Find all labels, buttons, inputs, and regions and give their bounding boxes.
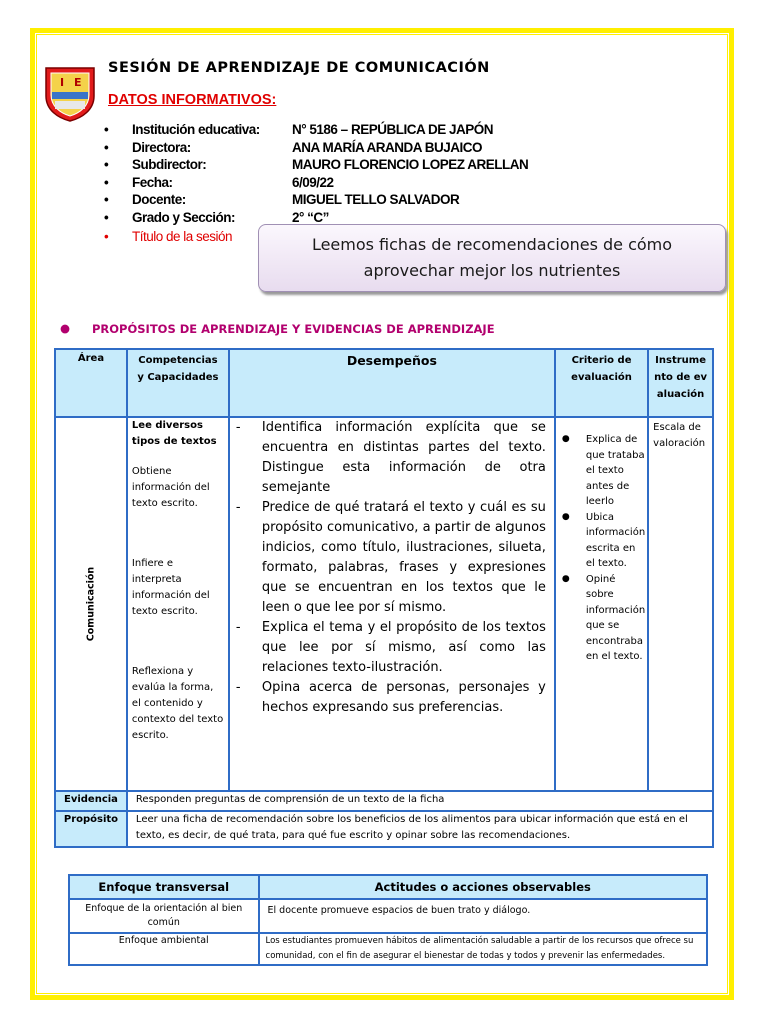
proposito-label: Propósito	[55, 811, 127, 847]
logo-letter-i: I	[60, 76, 65, 89]
actitudes-header: Actitudes o acciones observables	[259, 875, 707, 899]
info-value: N° 5186 – REPÚBLICA DE JAPÓN	[292, 122, 493, 137]
info-label: Subdirector:	[132, 157, 207, 172]
header-desempenos: Desempeños	[229, 349, 555, 417]
actitud-cell: Los estudiantes promueven hábitos de alimentación saludable a partir de los recursos que ofrece su comunidad, con el fin de asegurar el bienestar de todas y todos y prevenir las enfermedades.	[259, 933, 707, 965]
bullet-icon: •	[104, 174, 109, 190]
bullet-icon: •	[104, 192, 109, 207]
desempeno-item	[236, 498, 546, 618]
desempeno-text: Predice de qué tratará el texto y cuál es su propósito comunicativo, a partir de algunos indicios, como título, ilustraciones, silueta, formato, palabras, frases y expresiones que se encuentran en los textos que le leen o que lee por sí mismo.	[261, 500, 546, 615]
competencia-title: Lee diversos tipos de textos	[131, 420, 217, 447]
header-area: Área	[55, 349, 127, 417]
bullet-icon: •	[104, 122, 109, 137]
info-value: MIGUEL TELLO SALVADOR	[292, 192, 460, 207]
desempeno-text: Opina acerca de personas, personajes y hechos expresando sus preferencias.	[261, 680, 546, 715]
table-row	[69, 899, 707, 933]
actitud-cell: El docente promueve espacios de buen trato y diálogo.	[259, 899, 707, 933]
desempeno-item	[236, 618, 546, 678]
proposito-row	[55, 811, 713, 847]
desempeno-text: Identifica información explícita que se encuentra en distintas partes del texto. Distingue esta información de otra semejante	[261, 420, 546, 495]
bullet-icon: •	[104, 209, 109, 225]
bullet-icon: ●	[60, 321, 71, 335]
purposes-heading-text: PROPÓSITOS DE APRENDIZAJE Y EVIDENCIAS DE APRENDIZAJE	[92, 322, 495, 336]
info-value: ANA MARÍA ARANDA BUJAICO	[292, 139, 482, 155]
competencias-cell	[127, 417, 229, 791]
logo-letter-e: E	[74, 76, 82, 89]
info-label: Título de la sesión	[132, 228, 233, 244]
header-criterio: Criterio de evaluación	[555, 349, 648, 417]
capacidad-item: Infiere e interpreta información del texto escrito.	[131, 558, 210, 617]
desempeno-item	[236, 678, 546, 718]
dash-icon: -	[235, 680, 241, 695]
proposito-text: Leer una ficha de recomendación sobre los beneficios de los alimentos para ubicar información que está en el texto, es decir, de qué trata, para qué fue escrito y opinar sobre las recomendaciones.	[127, 811, 713, 847]
criterio-text: Ubica información escrita en el texto.	[585, 511, 646, 569]
page-title: SESIÓN DE APRENDIZAJE DE COMUNICACIÓN	[108, 60, 490, 76]
info-value: 6/09/22	[292, 174, 334, 190]
area-cell	[55, 417, 127, 791]
purposes-table	[54, 348, 714, 848]
bullet-icon: •	[104, 228, 109, 244]
dash-icon: -	[235, 420, 241, 435]
enfoque-cell: Enfoque ambiental	[69, 933, 259, 965]
header-instrumento: Instrumento de evaluación	[648, 349, 713, 417]
table-header-row	[55, 349, 713, 417]
bullet-icon: •	[104, 139, 109, 155]
table-content-row	[55, 417, 713, 791]
info-label: Fecha:	[132, 174, 173, 190]
session-title-box: Leemos fichas de recomendaciones de cómo aprovechar mejor los nutrientes	[258, 224, 726, 292]
info-value: MAURO FLORENCIO LOPEZ ARELLAN	[292, 157, 529, 172]
capacidad-item: Obtiene información del texto escrito.	[131, 466, 210, 509]
criterio-item	[562, 432, 645, 510]
bullet-icon: •	[104, 157, 109, 172]
desempeno-item	[236, 418, 546, 498]
enfoque-header: Enfoque transversal	[69, 875, 259, 899]
table-row	[69, 933, 707, 965]
bullet-icon: ●	[561, 573, 570, 584]
school-logo	[42, 66, 98, 122]
capacidad-item: Reflexiona y evalúa la forma, el contenido y contexto del texto escrito.	[131, 666, 224, 741]
info-label: Institución educativa:	[132, 122, 260, 137]
criterio-item	[562, 572, 645, 665]
criterio-text: Opiné sobre información que se encontraba en el texto.	[585, 573, 646, 662]
criterio-item	[562, 510, 645, 572]
info-label: Directora:	[132, 139, 191, 155]
info-value: 2° “C”	[292, 209, 329, 225]
header-competencias: Competencias y Capacidades	[127, 349, 229, 417]
dash-icon: -	[235, 620, 241, 635]
bullet-icon: ●	[561, 511, 570, 522]
area-label: Comunicación	[85, 566, 97, 642]
datos-informativos-heading: DATOS INFORMATIVOS:	[108, 92, 277, 108]
enfoques-table	[68, 874, 708, 966]
bullet-icon: ●	[561, 434, 570, 444]
evidencia-row	[55, 791, 713, 811]
enfoques-header-row	[69, 875, 707, 899]
evidencia-text: Responden preguntas de comprensión de un texto de la ficha	[127, 791, 713, 811]
enfoque-cell: Enfoque de la orientación al bien común	[69, 899, 259, 933]
info-label: Docente:	[132, 192, 186, 207]
instrumento-cell: Escala de valoración	[648, 417, 713, 791]
criterios-cell	[555, 417, 648, 791]
criterio-text: Explica de que trataba el texto antes de leerlo	[585, 434, 645, 507]
dash-icon: -	[235, 500, 241, 515]
desempenos-cell	[229, 417, 555, 791]
evidencia-label: Evidencia	[55, 791, 127, 811]
info-label: Grado y Sección:	[132, 209, 236, 225]
desempeno-text: Explica el tema y el propósito de los textos que lee por sí mismo, así como las relaciones texto-ilustración.	[261, 620, 546, 675]
